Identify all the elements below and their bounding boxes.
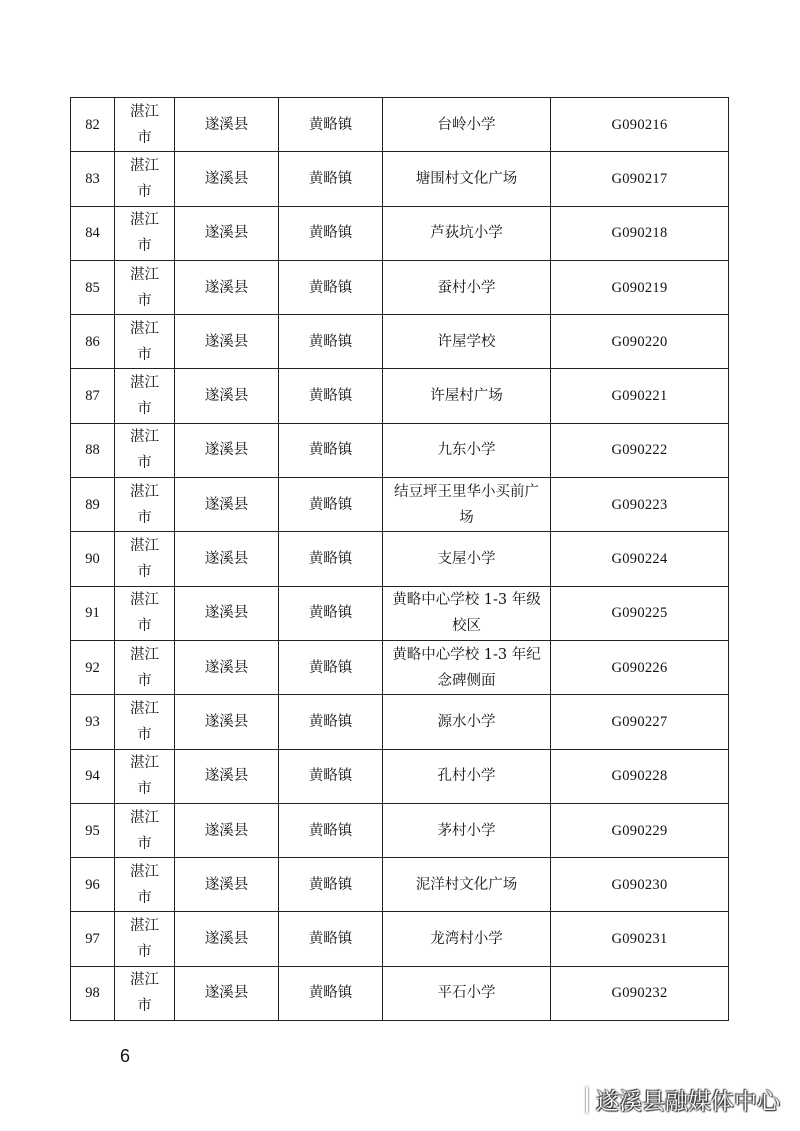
city-text: 湛江市 (130, 538, 159, 581)
town-cell: 黄略镇 (279, 423, 383, 477)
city-text: 湛江市 (130, 646, 159, 689)
county-cell: 遂溪县 (175, 966, 279, 1020)
city-text: 湛江市 (130, 103, 159, 146)
county-cell: 遂溪县 (175, 586, 279, 640)
table-row (71, 152, 729, 206)
site-cell (383, 478, 551, 532)
county-cell: 遂溪县 (175, 260, 279, 314)
site-text: 平石小学 (437, 985, 496, 1002)
county-cell: 遂溪县 (175, 98, 279, 152)
county-cell: 遂溪县 (175, 152, 279, 206)
code-cell: G090220 (551, 315, 729, 369)
site-text: 结豆坪王里华小买前广场 (394, 483, 539, 526)
county-cell: 遂溪县 (175, 640, 279, 694)
site-text: 蚕村小学 (437, 279, 496, 296)
table-row (71, 803, 729, 857)
site-text: 塘围村文化广场 (415, 170, 518, 187)
row-number: 85 (71, 260, 115, 314)
table-row (71, 749, 729, 803)
county-cell: 遂溪县 (175, 803, 279, 857)
code-cell: G090229 (551, 803, 729, 857)
table-row (71, 532, 729, 586)
table-row (71, 858, 729, 912)
site-text: 支屋小学 (437, 551, 496, 568)
county-cell: 遂溪县 (175, 912, 279, 966)
city-text: 湛江市 (130, 863, 159, 906)
code-cell: G090231 (551, 912, 729, 966)
site-text: 茅村小学 (437, 822, 496, 839)
row-number: 84 (71, 206, 115, 260)
town-cell: 黄略镇 (279, 695, 383, 749)
table-row (71, 260, 729, 314)
town-cell: 黄略镇 (279, 315, 383, 369)
site-text: 九东小学 (437, 442, 496, 459)
code-cell: G090230 (551, 858, 729, 912)
site-cell (383, 152, 551, 206)
city-text: 湛江市 (130, 809, 159, 852)
town-cell: 黄略镇 (279, 803, 383, 857)
city-text: 湛江市 (130, 700, 159, 743)
site-cell (383, 858, 551, 912)
city-cell (115, 532, 175, 586)
site-text: 孔村小学 (437, 768, 496, 785)
town-cell: 黄略镇 (279, 532, 383, 586)
table-row (71, 966, 729, 1020)
watermark-text: 遂溪县融媒体中心 (596, 1089, 780, 1115)
city-cell (115, 858, 175, 912)
town-cell: 黄略镇 (279, 478, 383, 532)
row-number: 97 (71, 912, 115, 966)
county-cell: 遂溪县 (175, 423, 279, 477)
site-cell (383, 98, 551, 152)
site-cell (383, 695, 551, 749)
town-cell: 黄略镇 (279, 206, 383, 260)
city-text: 湛江市 (130, 320, 159, 363)
row-number: 91 (71, 586, 115, 640)
city-text: 湛江市 (130, 592, 159, 635)
table-row (71, 369, 729, 423)
site-cell (383, 803, 551, 857)
code-cell: G090217 (551, 152, 729, 206)
code-cell: G090225 (551, 586, 729, 640)
city-cell (115, 423, 175, 477)
site-cell (383, 640, 551, 694)
row-number: 90 (71, 532, 115, 586)
table-row (71, 206, 729, 260)
town-cell: 黄略镇 (279, 260, 383, 314)
city-cell (115, 206, 175, 260)
city-text: 湛江市 (130, 429, 159, 472)
row-number: 96 (71, 858, 115, 912)
row-number: 87 (71, 369, 115, 423)
town-cell: 黄略镇 (279, 152, 383, 206)
site-cell (383, 206, 551, 260)
table-row (71, 423, 729, 477)
site-cell (383, 749, 551, 803)
watermark-divider (586, 1087, 588, 1113)
city-cell (115, 966, 175, 1020)
row-number: 83 (71, 152, 115, 206)
city-cell (115, 369, 175, 423)
table-row (71, 478, 729, 532)
site-text: 龙湾村小学 (430, 931, 503, 948)
county-cell: 遂溪县 (175, 695, 279, 749)
city-text: 湛江市 (130, 755, 159, 798)
city-text: 湛江市 (130, 972, 159, 1015)
code-cell: G090223 (551, 478, 729, 532)
site-cell (383, 260, 551, 314)
site-text: 源水小学 (437, 713, 496, 730)
city-text: 湛江市 (130, 212, 159, 255)
city-text: 湛江市 (130, 157, 159, 200)
town-cell: 黄略镇 (279, 640, 383, 694)
site-cell (383, 315, 551, 369)
town-cell: 黄略镇 (279, 858, 383, 912)
row-number: 94 (71, 749, 115, 803)
county-cell: 遂溪县 (175, 749, 279, 803)
site-cell (383, 586, 551, 640)
county-cell: 遂溪县 (175, 206, 279, 260)
city-cell (115, 912, 175, 966)
town-cell: 黄略镇 (279, 912, 383, 966)
code-cell: G090219 (551, 260, 729, 314)
row-number: 86 (71, 315, 115, 369)
county-cell: 遂溪县 (175, 369, 279, 423)
code-cell: G090232 (551, 966, 729, 1020)
row-number: 93 (71, 695, 115, 749)
city-cell (115, 695, 175, 749)
city-cell (115, 586, 175, 640)
page-number: 6 (120, 1046, 131, 1066)
city-text: 湛江市 (130, 375, 159, 418)
city-cell (115, 315, 175, 369)
site-cell (383, 369, 551, 423)
watermark (586, 1083, 780, 1116)
table-row (71, 315, 729, 369)
table-body (71, 98, 729, 1021)
code-cell: G090222 (551, 423, 729, 477)
table-row (71, 695, 729, 749)
city-cell (115, 749, 175, 803)
town-cell: 黄略镇 (279, 966, 383, 1020)
county-cell: 遂溪县 (175, 315, 279, 369)
town-cell: 黄略镇 (279, 369, 383, 423)
county-cell: 遂溪县 (175, 858, 279, 912)
town-cell: 黄略镇 (279, 98, 383, 152)
town-cell: 黄略镇 (279, 586, 383, 640)
code-cell: G090216 (551, 98, 729, 152)
site-text: 黄略中心学校 1-3 年级校区 (392, 592, 541, 635)
table-row (71, 98, 729, 152)
row-number: 98 (71, 966, 115, 1020)
row-number: 95 (71, 803, 115, 857)
site-cell (383, 423, 551, 477)
city-cell (115, 260, 175, 314)
site-text: 许屋村广场 (430, 388, 503, 405)
city-cell (115, 640, 175, 694)
site-cell (383, 966, 551, 1020)
county-cell: 遂溪县 (175, 532, 279, 586)
city-text: 湛江市 (130, 918, 159, 961)
city-text: 湛江市 (130, 266, 159, 309)
site-list-table (70, 97, 729, 1021)
site-cell (383, 912, 551, 966)
code-cell: G090224 (551, 532, 729, 586)
site-text: 许屋学校 (437, 333, 496, 350)
code-cell: G090218 (551, 206, 729, 260)
site-text: 芦荻坑小学 (430, 225, 503, 242)
table-row (71, 586, 729, 640)
code-cell: G090221 (551, 369, 729, 423)
code-cell: G090228 (551, 749, 729, 803)
code-cell: G090226 (551, 640, 729, 694)
row-number: 92 (71, 640, 115, 694)
site-text: 黄略中心学校 1-3 年纪念碑侧面 (392, 646, 541, 689)
city-cell (115, 98, 175, 152)
county-cell: 遂溪县 (175, 478, 279, 532)
row-number: 82 (71, 98, 115, 152)
city-cell (115, 478, 175, 532)
site-text: 台岭小学 (437, 116, 496, 133)
city-cell (115, 152, 175, 206)
row-number: 89 (71, 478, 115, 532)
site-cell (383, 532, 551, 586)
table-row (71, 640, 729, 694)
row-number: 88 (71, 423, 115, 477)
table-row (71, 912, 729, 966)
code-cell: G090227 (551, 695, 729, 749)
site-text: 泥洋村文化广场 (415, 876, 518, 893)
town-cell: 黄略镇 (279, 749, 383, 803)
city-cell (115, 803, 175, 857)
city-text: 湛江市 (130, 483, 159, 526)
